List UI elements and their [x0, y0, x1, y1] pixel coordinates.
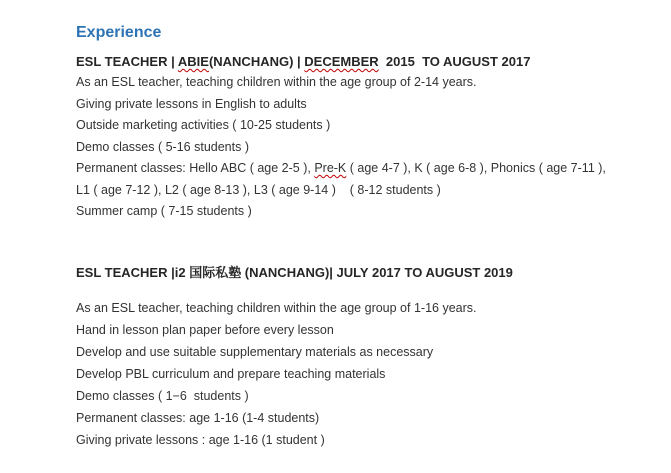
job-title-part: (NANCHANG) |	[208, 54, 305, 69]
list-item: Hand in lesson plan paper before every lesson	[76, 322, 334, 337]
list-item: Permanent classes: age 1-16 (1-4 students)	[76, 410, 320, 425]
list-item: L1 ( age 7-12 ), L2 ( age 8-13 ), L3 ( age 9-14 ) ( 8-12 students )	[76, 182, 441, 197]
list-item: Demo classes ( 1−6 students )	[76, 388, 249, 403]
job-entry-i2	[76, 263, 666, 451]
job-entry-abie	[76, 52, 666, 223]
list-item: Demo classes ( 5-16 students )	[76, 139, 249, 154]
job-title-part: 2015 TO AUGUST 2017	[378, 54, 531, 69]
list-item: Giving private lessons in English to adults	[76, 96, 307, 111]
list-item: Develop and use suitable supplementary materials as necessary	[76, 344, 434, 359]
list-item: Outside marketing activities ( 10-25 students )	[76, 118, 331, 132]
job-title-part: ESL TEACHER |	[76, 54, 178, 69]
permanent-classes-prefix: Permanent classes: Hello ABC ( age 2-5 ),	[76, 161, 315, 175]
job-title-company: ABIE	[177, 54, 209, 69]
job-title-month: DECEMBER	[304, 54, 379, 69]
list-item	[76, 158, 666, 180]
list-item: As an ESL teacher, teaching children within the age group of 2-14 years.	[76, 75, 477, 89]
section-heading-experience: Experience	[76, 24, 162, 41]
job-description-list	[76, 72, 666, 223]
job-title: ESL TEACHER |i2 国际私塾 (NANCHANG)| JULY 2017 TO AUGUST 2019	[76, 264, 513, 280]
permanent-classes-suffix: ( age 4-7 ), K ( age 6-8 ), Phonics ( age 7-11 ),	[346, 161, 606, 175]
list-item: Giving private lessons : age 1-16 (1 student )	[76, 432, 325, 447]
job-description-list	[76, 297, 666, 451]
resume-page	[76, 22, 666, 451]
permanent-classes-prek: Pre-K	[314, 161, 347, 175]
job-title	[76, 52, 666, 72]
list-item: As an ESL teacher, teaching children within the age group of 1-16 years.	[76, 300, 477, 315]
list-item: Develop PBL curriculum and prepare teaching materials	[76, 366, 386, 381]
list-item: Summer camp ( 7-15 students )	[76, 204, 252, 218]
